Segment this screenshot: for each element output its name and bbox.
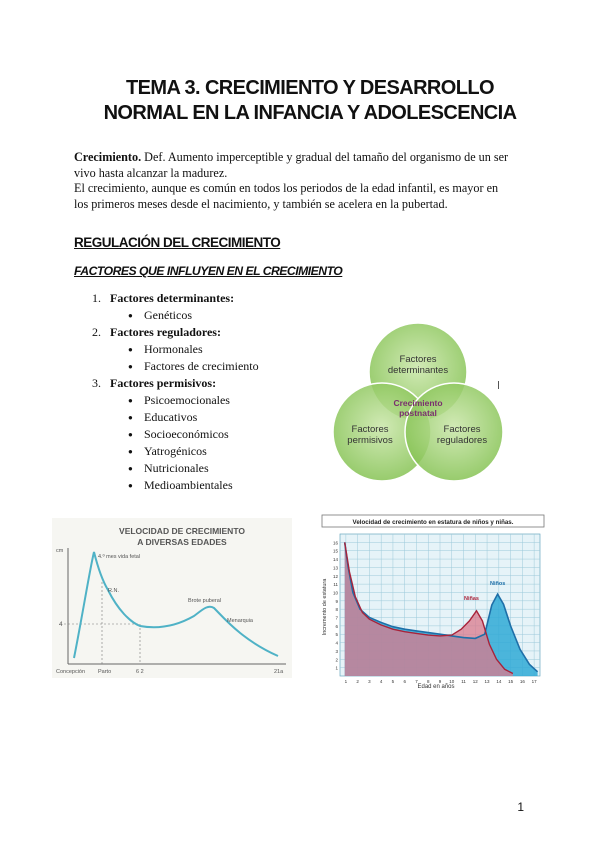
x-tick-label: 13 xyxy=(484,679,490,684)
y-unit-label: cm xyxy=(56,548,64,554)
page-title-line-1: TEMA 3. CRECIMIENTO Y DESARROLLO xyxy=(126,77,494,99)
y-tick-label: 14 xyxy=(332,557,338,563)
list-item: ● Psicoemocionales xyxy=(92,392,259,409)
x-tick-label: 1 xyxy=(344,679,348,684)
x-tick-label: 16 xyxy=(519,679,525,684)
y-tick-label: 9 xyxy=(335,598,338,604)
factors-list xyxy=(92,290,259,494)
y-tick-label: 10 xyxy=(332,590,338,596)
x-label-age: 6 2 xyxy=(136,669,144,675)
venn-left-label-2: permisivos xyxy=(347,435,393,446)
y-tick-label: 6 xyxy=(335,623,338,629)
chart-ylabel: Incremento de estatura xyxy=(322,578,328,636)
chart-title: Velocidad de crecimiento en estatura de niños y niñas. xyxy=(352,519,514,526)
ninos-label: Niños xyxy=(490,581,506,587)
venn-left-label-1: Factores xyxy=(351,424,389,435)
x-label-concepcion: Concepción xyxy=(56,669,86,675)
intro-definition-text: Def. Aumento imperceptible y gradual del tamaño del organismo de un ser xyxy=(141,150,509,164)
ninas-label: Niñas xyxy=(464,596,479,602)
chart-xlabel: Edad en años xyxy=(417,684,455,690)
figure-left-title-1: VELOCIDAD DE CRECIMIENTO xyxy=(119,526,245,536)
venn-center-label-2: postnatal xyxy=(399,408,437,418)
venn-right-label-1: Factores xyxy=(443,424,481,435)
figure-left-title-2: A DIVERSAS EDADES xyxy=(137,537,227,547)
x-tick-label: 11 xyxy=(461,679,466,684)
venn-center-label-1: Crecimiento xyxy=(393,398,443,408)
y-tick-label: 15 xyxy=(332,548,338,554)
intro-para-line-2: los primeros meses desde el nacimiento, y también se acelera en la pubertad. xyxy=(74,196,448,211)
x-label-parto: Parto xyxy=(98,669,112,675)
y-tick-label: 11 xyxy=(333,582,338,588)
intro-definition xyxy=(74,150,534,212)
y-tick-label: 7 xyxy=(335,615,338,621)
factor-heading-permisivos: 3. Factores permisivos: xyxy=(92,376,217,390)
height-velocity-chart xyxy=(318,512,548,690)
x-label-21a: 21a xyxy=(274,669,284,675)
rn-label: R.N. xyxy=(108,588,119,594)
list-item: ● Socioeconómicos xyxy=(92,426,259,443)
list-item: ● Nutricionales xyxy=(92,460,259,477)
y-tick-label: 16 xyxy=(332,540,338,546)
list-item: ● Medioambientales xyxy=(92,477,259,494)
peak-label: 4.º mes vida fetal xyxy=(98,554,141,560)
venn-diagram xyxy=(330,322,510,487)
y-tick-label: 4 xyxy=(335,640,338,646)
list-item: ● Yatrogénicos xyxy=(92,443,259,460)
x-tick-label: 4 xyxy=(379,679,383,684)
section-heading: REGULACIÓN DEL CRECIMIENTO xyxy=(74,235,281,250)
x-tick-label: 10 xyxy=(449,679,455,684)
growth-velocity-figure xyxy=(52,518,292,678)
venn-top-label-1: Factores xyxy=(399,354,437,365)
x-tick-label: 6 xyxy=(403,679,406,684)
y-tick-label: 13 xyxy=(332,565,338,571)
list-item: ● Educativos xyxy=(92,409,259,426)
y-tick-label: 8 xyxy=(335,607,338,613)
factor-heading-reguladores: 2. Factores reguladores: xyxy=(92,325,221,339)
x-tick-label: 5 xyxy=(391,679,395,684)
x-tick-label: 17 xyxy=(531,679,537,684)
page-title-line-2: NORMAL EN LA INFANCIA Y ADOLESCENCIA xyxy=(103,102,517,124)
stray-mark xyxy=(498,381,499,389)
x-tick-label: 15 xyxy=(508,679,514,684)
x-tick-label: 2 xyxy=(356,679,359,684)
list-item: ● Hormonales xyxy=(92,341,259,358)
subsection-heading: FACTORES QUE INFLUYEN EN EL CRECIMIENTO xyxy=(74,264,343,278)
x-tick-label: 9 xyxy=(438,679,442,684)
venn-right-label-2: reguladores xyxy=(436,435,488,446)
intro-para-line-1: El crecimiento, aunque es común en todos los periodos de la edad infantil, es mayor en xyxy=(74,181,499,195)
y-tick-label: 5 xyxy=(335,632,338,638)
x-tick-label: 8 xyxy=(426,679,430,684)
brote-label: Brote puberal xyxy=(188,598,222,604)
menarquia-label: Menarquia xyxy=(227,618,253,624)
y-tick-label: 4 xyxy=(59,621,63,628)
y-tick-label: 3 xyxy=(335,648,338,654)
list-item: ● Genéticos xyxy=(92,307,259,324)
y-tick-label: 12 xyxy=(332,573,338,579)
x-tick-label: 12 xyxy=(472,679,478,684)
intro-definition-cont: vivo hasta alcanzar la madurez. xyxy=(74,165,228,180)
y-tick-label: 2 xyxy=(335,657,338,663)
intro-term: Crecimiento. xyxy=(74,150,142,164)
list-item: ● Factores de crecimiento xyxy=(92,358,259,375)
x-tick-label: 7 xyxy=(415,679,418,684)
y-tick-label: 1 xyxy=(335,665,338,671)
x-tick-label: 3 xyxy=(368,679,371,684)
factor-heading-determinantes: 1. Factores determinantes: xyxy=(92,291,235,305)
venn-top-label-2: determinantes xyxy=(387,365,449,376)
page-number: 1 xyxy=(517,800,524,814)
x-tick-label: 14 xyxy=(496,679,502,684)
